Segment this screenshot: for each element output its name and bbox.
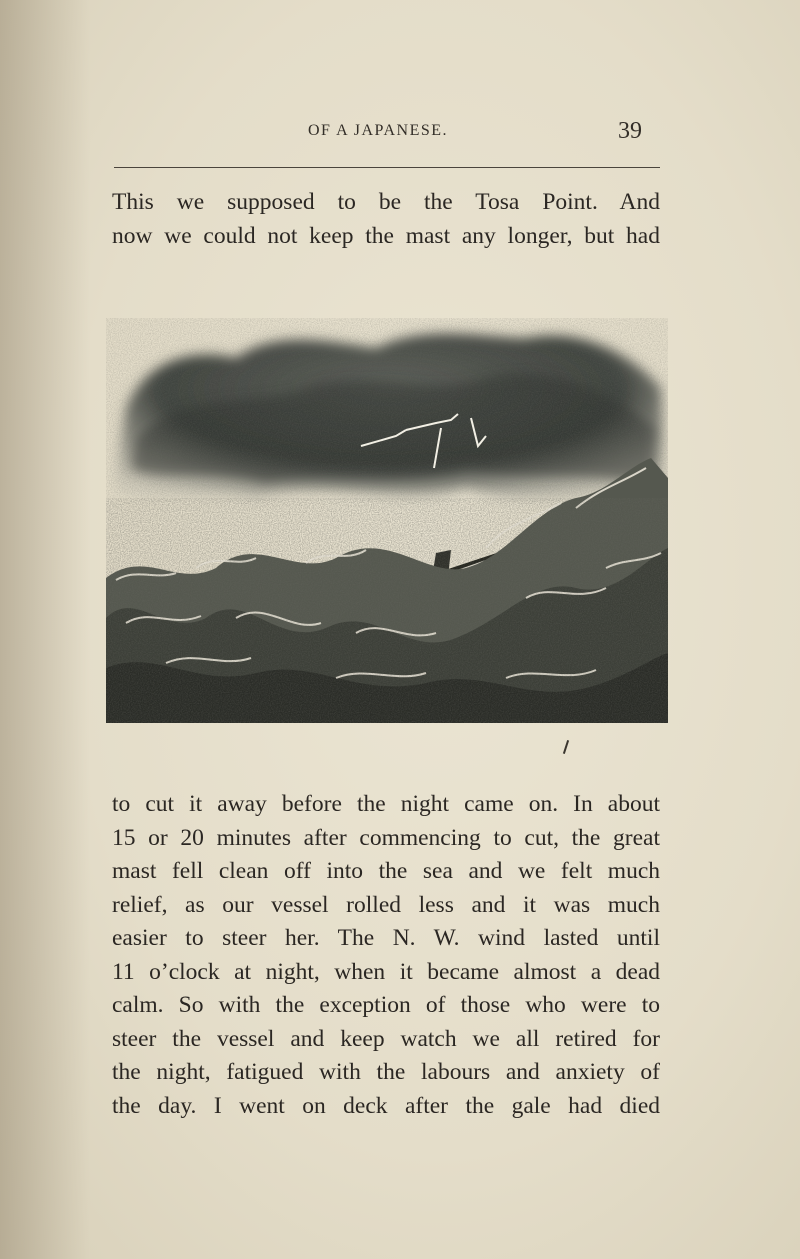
text-line: mast fell clean off into the sea and we felt much [112,858,660,884]
running-head: OF A JAPANESE. [308,122,449,139]
gutter-shadow [0,0,90,1259]
text-line: now we could not keep the mast any longer, but had [112,222,660,249]
ship-storm-image [106,318,668,723]
stray-ink-mark [563,740,569,754]
text-line: 15 or 20 minutes after commencing to cut, the great [112,824,660,851]
text-line: 11 o’clock at night, when it became almost a dead [112,958,660,985]
text-line: relief, as our vessel rolled less and it was much [112,891,660,918]
paragraph-top [112,186,660,253]
page-number: 39 [618,118,642,144]
text-line: calm. So with the exception of those who were to [112,992,660,1018]
storm-ship-illustration [106,318,668,723]
text-line: the day. I went on deck after the gale had died [112,1092,660,1119]
page-header [112,118,662,152]
text-line: This we supposed to be the Tosa Point. And [112,189,660,215]
text-line: the night, fatigued with the labours and anxiety of [112,1059,660,1085]
text-line: easier to steer her. The N. W. wind lasted until [112,925,660,951]
paragraph-bottom [112,788,660,1123]
text-line: to cut it away before the night came on. In about [112,791,660,817]
header-rule [114,167,660,168]
text-line: steer the vessel and keep watch we all retired for [112,1025,660,1052]
